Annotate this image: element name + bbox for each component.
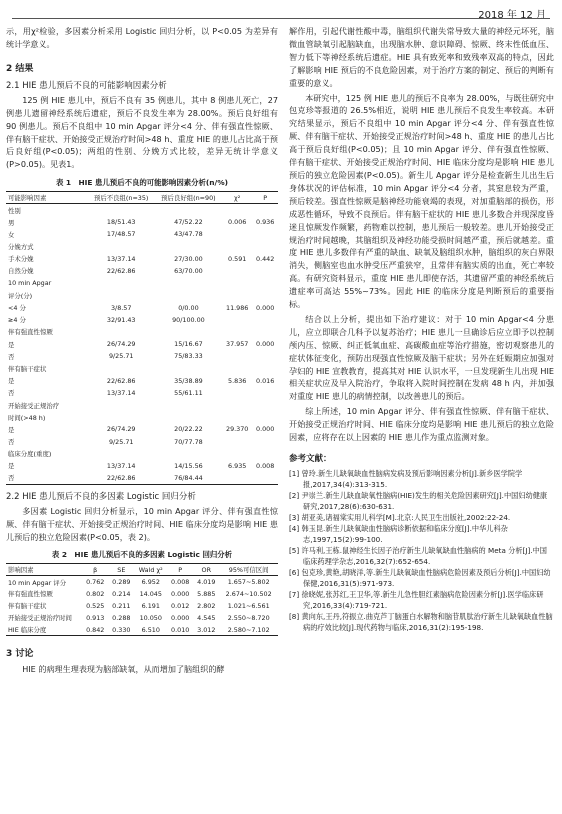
table1-cell: 0.006: [228, 218, 247, 227]
table1-row: [6, 338, 278, 350]
table1-cell: [252, 387, 278, 399]
table2-cell: 0.525: [86, 601, 105, 610]
right-column: [289, 25, 554, 806]
table1-cell: [252, 204, 278, 216]
table1-cell: [252, 472, 278, 484]
table1-cell: [222, 204, 252, 216]
section-results-heading: 2 结果: [6, 63, 34, 74]
table1-cell: [222, 265, 252, 277]
table2-cell: 0.008: [171, 578, 190, 587]
table1-cell: [155, 399, 222, 411]
table1-cell: [252, 399, 278, 411]
table2-cell: 0.289: [112, 578, 131, 587]
table2-cell: 10.050: [139, 613, 162, 622]
table1-header-cell: P: [252, 192, 278, 204]
table1-cell: [222, 436, 252, 448]
table1-cell: [155, 289, 222, 301]
table1-cell: 20/22.22: [174, 425, 203, 434]
table1-cell: 43/47.78: [174, 230, 203, 239]
table2-cell: 2.674~10.502: [225, 589, 272, 598]
discussion-paragraph-2: 本研究中，125 例 HIE 患儿的预后不良率为 28.00%，与既往研究中包克珍等报道的 26.5%相近，说明 HIE 患儿预后不良发生率较高。本研究结果显示，预后不良组中 10 min Apgar 评分<4 分、伴有强直性惊厥、伴有脑干症状、开始接受正规治疗时间>48 h、重度 HIE 的患儿占比高于预后良好组(P<0.05)；且 10 min Apgar 评分、伴有强直性惊厥、伴有脑干症状、开始接受正规治疗时间、HIE 临床分度均是影响 HIE 患儿预后的独立危险因素(P<0.05)。新生儿 Apgar 评分是检查新生儿出生后身体状况的评估标准，10 min Apgar 评分<4 分者，其窒息较为严重，预后较差。强直性惊厥是脑神经功能衰竭的表现，对加重脑部的损伤，形成恶性循环，导致不良预后。伴有脑干症状的 HIE 患儿多数合并现深度昏迷且惊厥发作频繁，药物难以控制，患儿预后一般较差。患儿开始接受正规治疗时间越晚，其脑组织及神经功能受损时间越严重，预后就越差。重度 HIE 患儿多数伴有严重的缺血、缺氧及脑组织水肿，脑组织的灰白界限消失，侧脑室也血水肿受压严重狭窄，且常伴有脑实质的出血，死亡率较高。有研究资料显示，重度 HIE 患儿即使存活，其遗留严重的神经系统后遗症率可高达 55%~73%。因此 HIE 的临床分度是判断预后的重要指标。: [289, 92, 554, 310]
references-heading: 参考文献：: [289, 454, 332, 464]
table1-row-label: 自然分娩: [8, 267, 34, 276]
table2-row: [6, 600, 278, 612]
table1-cell: 0.442: [256, 254, 275, 263]
table1-row: [6, 216, 278, 228]
reference-item: [5] 许马利,王栋.鼠神经生长因子治疗新生儿缺氧缺血性脑病的 Meta 分析[J].中国临床药理学杂志,2016,32(7):652-654.: [289, 546, 547, 566]
table2-cell: 1.657~5.802: [227, 578, 270, 587]
table2-header-cell: Wald χ²: [134, 564, 167, 576]
table2-row: [6, 576, 278, 588]
table1-cell: 6.935: [228, 461, 247, 470]
table1-cell: [88, 204, 155, 216]
table1-cell: [252, 326, 278, 338]
table1-cell: [222, 289, 252, 301]
table2-cell: 0.842: [82, 624, 108, 636]
table1-cell: [252, 448, 278, 460]
table1-row-label: ≥4 分: [8, 316, 26, 325]
table1-cell: [88, 362, 155, 374]
table1-cell: 26/74.29: [106, 340, 136, 349]
table1-cell: 22/62.86: [106, 266, 136, 275]
table1-row: [6, 436, 278, 448]
table2-cell: 4.545: [197, 613, 216, 622]
table1-header-cell: 预后良好组(n=90): [155, 192, 222, 204]
table2-cell: 6.952: [141, 578, 160, 587]
table1-cell: 75/83.33: [174, 352, 203, 361]
table1-row: [6, 277, 278, 289]
table1-cell: 14/15.56: [174, 461, 203, 470]
table1-cell: [88, 411, 155, 423]
table1-cell: [222, 399, 252, 411]
table1-row-label: 时间(>48 h): [8, 413, 46, 422]
table2-cell: 1.021~6.561: [227, 601, 270, 610]
table1-cell: [252, 436, 278, 448]
table2-cell: 0.913: [86, 613, 105, 622]
table1-cell: [88, 289, 155, 301]
reference-item: [1] 曾玲.新生儿缺氧缺血性脑病发病及预后影响因素分析[J].新乡医学院学报,2017,34(4):313-315.: [289, 469, 523, 489]
table1-row-label: 女: [8, 230, 15, 239]
table1-cell: 15/16.67: [174, 340, 203, 349]
table2-caption: 表 2 HIE 患儿预后不良的多因素 Logistic 回归分析: [51, 550, 233, 560]
table1-cell: 11.986: [226, 303, 249, 312]
table1: [6, 191, 278, 485]
conclusion-paragraph: 综上所述，10 min Apgar 评分、伴有强直性惊厥、伴有脑干症状、开始接受正规治疗时间、HIE 临床分度均是影响 HIE 患儿预后的独立危险因素，应将存在以上因素的 HIE 患儿作为重点监测对象。: [289, 406, 554, 443]
table1-cell: 0/0.00: [178, 303, 199, 312]
table1-cell: [252, 265, 278, 277]
table1-row-label: 男: [8, 218, 15, 227]
table1-row: [6, 289, 278, 301]
table1-cell: [222, 448, 252, 460]
table1-cell: 35/38.89: [174, 376, 203, 385]
table1-cell: 9/25.71: [108, 352, 134, 361]
table1-cell: 29.370: [226, 425, 249, 434]
table1-cell: 5.836: [228, 376, 247, 385]
table1-row: [6, 362, 278, 374]
table1-cell: [88, 277, 155, 289]
table1-cell: 13/37.14: [106, 388, 136, 397]
table1-cell: 22/62.86: [88, 472, 155, 484]
table1-cell: 0.000: [256, 340, 275, 349]
table1-cell: 13/37.14: [106, 461, 136, 470]
table1-cell: [222, 472, 252, 484]
table1-cell: [222, 314, 252, 326]
table1-cell: 63/70.00: [174, 266, 203, 275]
table1-row: [6, 228, 278, 240]
table2-cell: 4.019: [197, 578, 216, 587]
table1-cell: [252, 411, 278, 423]
table1-cell: [252, 241, 278, 253]
reference-item: [2] 尹崇兰.新生儿缺血缺氧性脑病(HIE)发生的相关危险因素研究[J].中国妇幼健康研究,2017,28(6):630-631.: [289, 491, 548, 511]
section-discussion-heading: 3 讨论: [6, 649, 34, 660]
table1-row-label: 是: [8, 377, 15, 386]
table1-row: [6, 326, 278, 338]
table1-cell: 55/61.11: [174, 388, 203, 397]
table2-cell: 2.550~8.720: [227, 613, 270, 622]
table1-row-label: 临床分度(重度): [8, 450, 52, 459]
table1-cell: [155, 277, 222, 289]
table2-cell: 0.214: [112, 589, 131, 598]
table1-cell: [252, 350, 278, 362]
table1-caption: 表 1 HIE 患儿预后不良的可能影响因素分析(n/%): [55, 178, 229, 188]
table1-cell: 0.591: [228, 254, 247, 263]
table2-cell: 3.012: [193, 624, 219, 636]
table1-row: [6, 253, 278, 265]
table1-row: [6, 411, 278, 423]
table1-row-label: 性别: [8, 206, 21, 215]
discussion-paragraph-3: 结合以上分析，提出如下治疗建议：对于 10 min Apgar<4 分患儿，应立即联合几科予以复苏治疗；HIE 患儿一旦确诊后应立即予以控制颅内压、惊厥、纠正低氧血症、高碳酸血症等治疗措施，密切观察患儿的症状体征变化，预防出现强直性惊厥及脑干症状；另外在妊娠期应加强对孕妇的 HIE 宣教教育，提高其对 HIE 认识水平，一旦发现新生儿出现 HIE 相关症状应及早入院治疗，争取将入院时间控制在发病 48 h 内，并加强对重度 HIE 患儿的病情控制，以改善患儿的预后。: [289, 313, 554, 402]
table1-row: [6, 472, 278, 484]
table1-cell: 18/51.43: [106, 218, 136, 227]
table1-row: [6, 350, 278, 362]
table2-cell: 6.510: [134, 624, 167, 636]
table1-row: [6, 460, 278, 472]
table1-cell: [252, 314, 278, 326]
table1-cell: 26/74.29: [106, 425, 136, 434]
table1-cell: [222, 228, 252, 240]
reference-item: [3] 胡亚美,诸福棠实用儿科学[M].北京:人民卫生出版社,2002:22-24.: [289, 513, 511, 522]
table1-row: [6, 375, 278, 387]
table1-cell: [155, 326, 222, 338]
table1-cell: 0.000: [256, 303, 275, 312]
table1-row-label: 伴有强直性惊厥: [8, 328, 53, 337]
table1-row: [6, 314, 278, 326]
reference-list: [289, 468, 554, 633]
table1-cell: [88, 399, 155, 411]
table2-cell: 0.000: [171, 589, 190, 598]
table2-cell: 14.045: [139, 589, 162, 598]
table1-row: [6, 301, 278, 313]
table1-cell: [252, 362, 278, 374]
reference-item: [8] 黄向东,王丹,符振立.曲克芦丁脑蛋白水解物和脑苷肌肽治疗新生儿缺氧缺血性脑病的疗效比较[J].现代药物与临床,2016,31(2):195-198.: [289, 612, 553, 632]
table1-row-label: 分娩方式: [8, 243, 34, 252]
left-column: [6, 25, 278, 806]
header-rule: [12, 18, 550, 19]
results-paragraph-2-2: 多因素 Logistic 回归分析显示，10 min Apgar 评分、伴有强直性惊厥、伴有脑干症状、开始接受正规治疗时间、HIE 临床分度均是影响 HIE 患儿预后的独立危险因素(P<0.05，表 2)。: [6, 505, 278, 542]
table1-body: [6, 204, 278, 484]
table2-cell: 6.191: [141, 601, 160, 610]
table1-cell: [252, 277, 278, 289]
table1-row-label: 是: [8, 425, 15, 434]
table2-row-label: HIE 临床分度: [6, 624, 82, 636]
results-paragraph-2-1: 125 例 HIE 患儿中，预后不良有 35 例患儿，其中 8 例患儿死亡，27 例患儿遗留神经系统后遗症，预后不良发生率为 28.00%。预后良好组有 90 例患儿。预后不良组中 10 min Apgar 评分<4 分、伴有强直性惊厥、伴有脑干症状、开始接受正规治疗时间>48 h、重度 HIE 的患儿占比高于预后良好组(P<0.05)；两组的性别、分娩方式比较，差异无统计学意义(P>0.05)。见表1。: [6, 94, 278, 170]
table1-cell: 47/52.22: [174, 218, 203, 227]
table1-cell: [252, 228, 278, 240]
table2-cell: 5.885: [197, 589, 216, 598]
table2-header-cell: OR: [193, 564, 219, 576]
table1-row: [6, 448, 278, 460]
discussion-continued: 解作用，引起代谢性酸中毒，脑组织代谢失常导致大量的神经元坏死，脑微血管缺氧引起脑缺血，出现脑水肿、意识障碍、惊厥、终末性低血压、智力低下等神经系统后遗症。HIE 具有致死率和致残率双高的特点，因此了解影响 HIE 预后的不良危险因素，对于治疗方案的制定、预后的判断有重要的意义。: [289, 26, 554, 88]
table1-row-label: 否: [8, 389, 15, 398]
table2-row-label: 10 min Apgar 评分: [8, 578, 67, 587]
table2-header-cell: β: [82, 564, 108, 576]
table2-body: [6, 576, 278, 636]
discussion-paragraph-1: HIE 的病理生理表现为脑部缺氧，从而增加了脑组织的酵: [22, 664, 225, 675]
table1-header-cell: χ²: [222, 192, 252, 204]
table1-cell: [252, 289, 278, 301]
table1-row: [6, 399, 278, 411]
table2-cell: 0.000: [171, 613, 190, 622]
table1-cell: [155, 448, 222, 460]
table1-row-label: 是: [8, 340, 15, 349]
table1-cell: [222, 362, 252, 374]
table2-cell: 0.802: [86, 589, 105, 598]
table2-cell: 2.802: [197, 601, 216, 610]
table1-cell: [88, 241, 155, 253]
table1-cell: [222, 277, 252, 289]
table2-row: [6, 612, 278, 624]
table2-header-row: [6, 564, 278, 576]
table1-cell: 32/91.43: [106, 315, 136, 324]
table1-cell: 13/37.14: [106, 254, 136, 263]
table1-row: [6, 265, 278, 277]
reference-item: [4] 韩玉昆.新生儿缺氧缺血性脑病诊断依据和临床分度[J].中华儿科杂志,1997,15(2):99-100.: [289, 524, 508, 544]
table1-cell: 27/30.00: [174, 254, 203, 263]
table1-cell: 17/48.57: [106, 230, 136, 239]
subsection-2-2-heading: 2.2 HIE 患儿预后不良的多因素 Logistic 回归分析: [6, 491, 196, 502]
table2-header-cell: 影响因素: [6, 564, 82, 576]
table1-cell: 22/62.86: [106, 376, 136, 385]
journal-date: 2018 年 12 月: [478, 10, 546, 21]
reference-item: [6] 包克珍,黄艳,胡晓洋,等.新生儿缺氧缺血性脑病危险因素及预后分析[J].中国妇幼保健,2016,31(5):971-973.: [289, 568, 551, 588]
table1-header-cell: 预后不良组(n=35): [88, 192, 155, 204]
table1-row-label: 手术分娩: [8, 255, 34, 264]
table1-row: [6, 204, 278, 216]
table1-cell: 9/25.71: [108, 437, 134, 446]
table1-cell: 3/8.57: [110, 303, 132, 312]
table1-row-label: <4 分: [8, 304, 26, 313]
table1-cell: 0.016: [256, 376, 275, 385]
table2-header-cell: P: [167, 564, 193, 576]
table1-cell: 90/100.00: [172, 315, 205, 324]
table1-row: [6, 423, 278, 435]
table1-row-label: 是: [8, 462, 15, 471]
table1-header-row: [6, 192, 278, 204]
table2-cell: 0.010: [167, 624, 193, 636]
table2-cell: 2.580~7.102: [219, 624, 278, 636]
table1-cell: [222, 411, 252, 423]
table1-cell: [155, 241, 222, 253]
table1-cell: 0.000: [256, 425, 275, 434]
table1-cell: [155, 411, 222, 423]
table2-row-label: 伴有脑干症状: [8, 602, 47, 611]
table1-cell: 37.957: [226, 340, 249, 349]
table1-row-label: 否: [8, 352, 15, 361]
table1-cell: [222, 387, 252, 399]
table1-cell: 76/84.44: [155, 472, 222, 484]
methods-tail: 示，用χ²检验，多因素分析采用 Logistic 回归分析，以 P<0.05 为差异有统计学意义。: [6, 26, 278, 49]
table2-cell: 0.288: [112, 613, 131, 622]
table1-cell: [88, 326, 155, 338]
table1-header-cell: 可能影响因素: [6, 192, 88, 204]
table1-cell: [222, 241, 252, 253]
table1-cell: [222, 350, 252, 362]
table2-header-cell: 95%可信区间: [219, 564, 278, 576]
table1-row-label: 10 min Apgar: [8, 279, 52, 288]
table1-row: [6, 387, 278, 399]
table2-row-label: 开始接受正规治疗时间: [8, 614, 72, 623]
table1-cell: [155, 362, 222, 374]
reference-item: [7] 徐晓妮,张苏红,王卫华,等.新生儿急性胆红素脑病危险因素分析[J].医学临床研究,2016,33(4):719-721.: [289, 590, 544, 610]
table2-header-cell: SE: [108, 564, 134, 576]
table1-cell: 70/77.78: [174, 437, 203, 446]
table2-row-label: 伴有强直性惊厥: [8, 590, 53, 599]
table1-cell: [155, 204, 222, 216]
table1-row-label: 开始接受正规治疗: [8, 401, 60, 410]
table1-row-label: 评分(分): [8, 291, 33, 300]
table2-row: [6, 588, 278, 600]
table2-cell: 0.330: [108, 624, 134, 636]
table1-row: [6, 241, 278, 253]
table2-cell: 0.762: [86, 578, 105, 587]
table2-row: [6, 624, 278, 636]
table1-row-label: 否: [6, 472, 88, 484]
table1-cell: [222, 326, 252, 338]
table1-cell: [88, 448, 155, 460]
table2-cell: 0.012: [171, 601, 190, 610]
table1-row-label: 伴有脑干症状: [8, 364, 47, 373]
table1-cell: 0.936: [256, 218, 275, 227]
table1-row-label: 否: [8, 438, 15, 447]
table2-cell: 0.211: [112, 601, 131, 610]
table1-cell: 0.008: [256, 461, 275, 470]
subsection-2-1-heading: 2.1 HIE 患儿预后不良的可能影响因素分析: [6, 80, 167, 91]
table2: [6, 563, 278, 636]
